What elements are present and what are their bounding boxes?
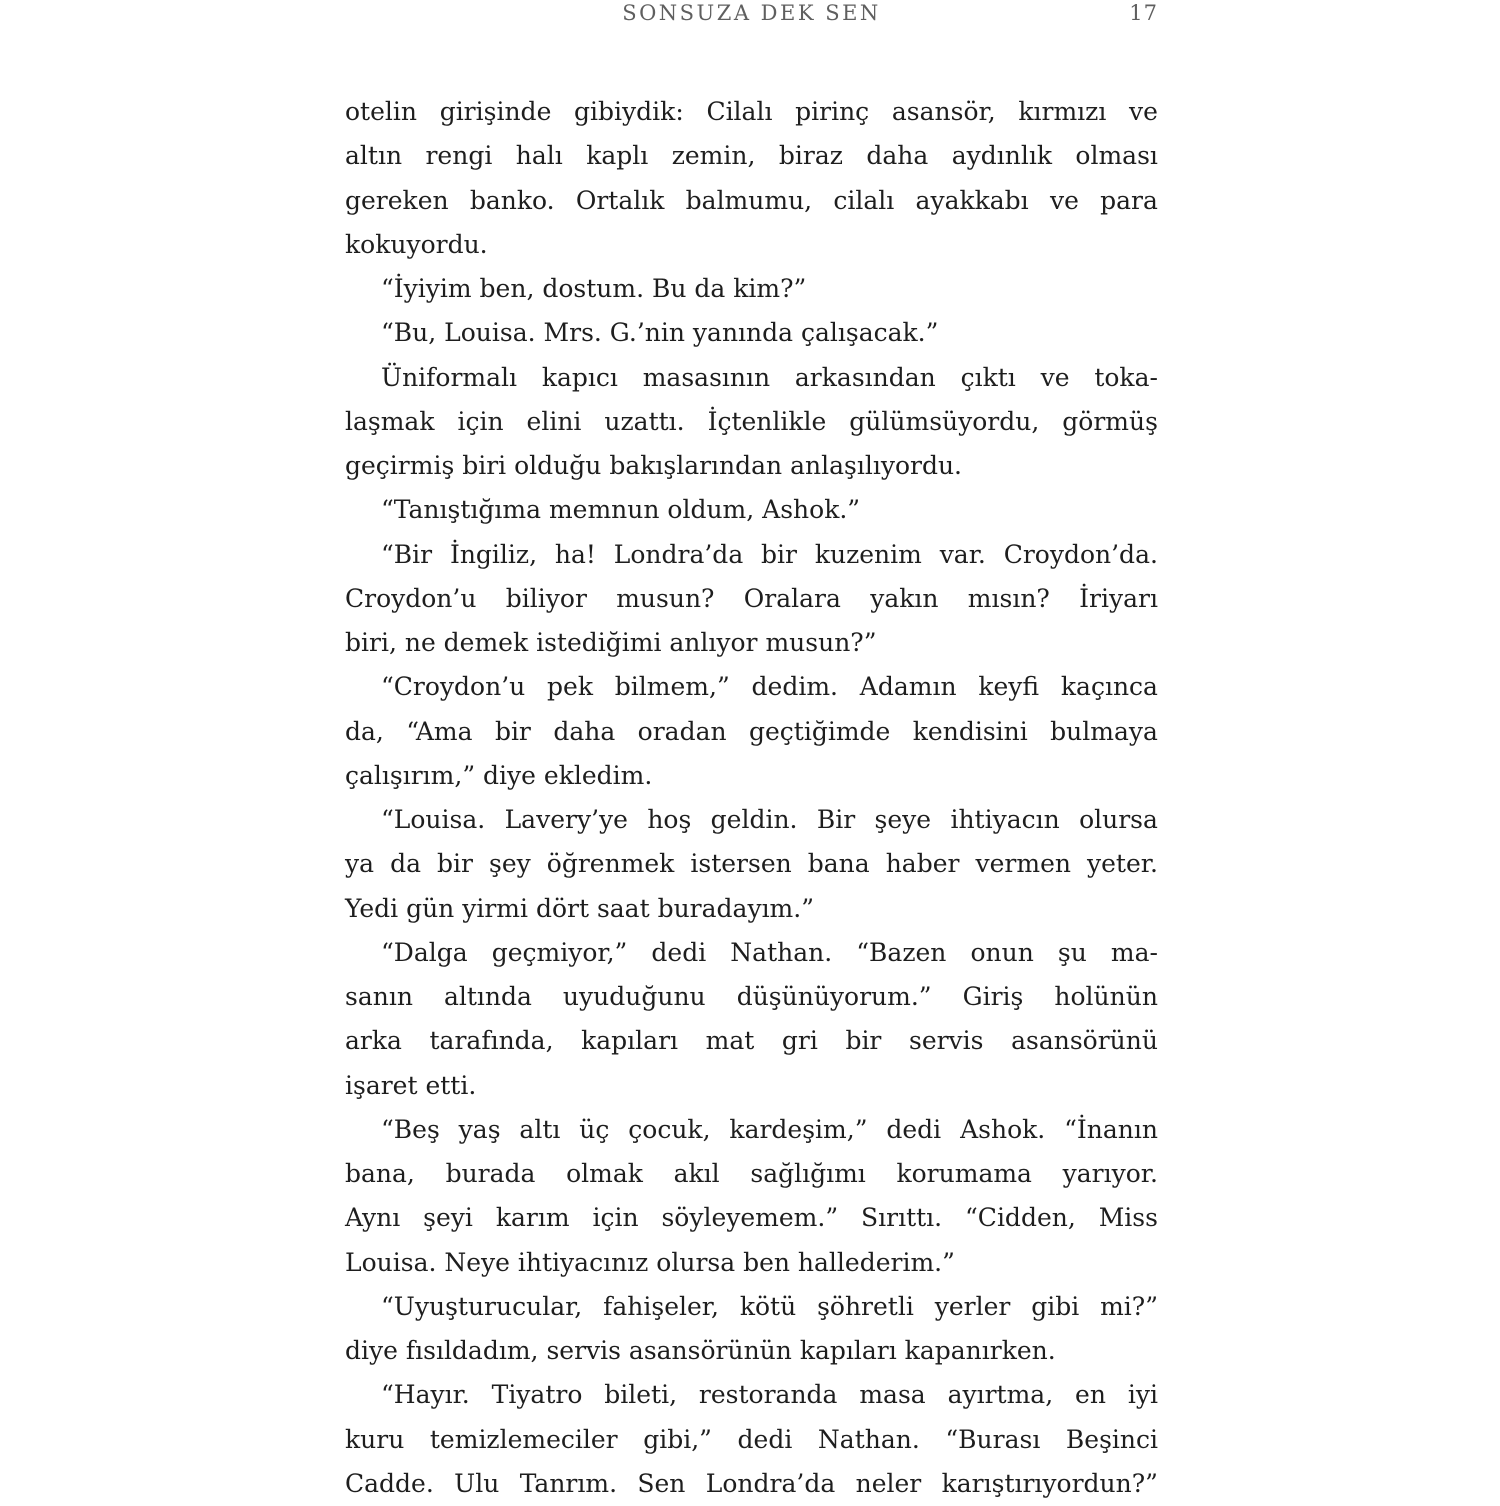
word: Sırıttı.	[861, 1203, 943, 1233]
word: bana,	[345, 1159, 415, 1188]
word: Ashok.	[960, 1114, 1046, 1144]
word: cilalı	[833, 185, 895, 215]
text-line	[345, 179, 1158, 223]
word: yaş	[458, 1114, 501, 1144]
word: Bir	[816, 805, 856, 834]
word: masa	[859, 1380, 926, 1410]
word: kendisini	[912, 716, 1028, 746]
word: pirinç	[795, 97, 870, 126]
word: sanın	[345, 982, 413, 1011]
word: girişinde	[439, 97, 552, 126]
word: ihtiyacın	[950, 805, 1060, 834]
text-line: geçirmiş biri olduğu bakışlarından anlaşılıyordu.	[345, 451, 963, 480]
word: Beşinci	[1065, 1424, 1158, 1454]
word: ha!	[554, 539, 596, 569]
word: yeter.	[1087, 849, 1158, 879]
word: geçmiyor,”	[491, 937, 628, 967]
text-line	[345, 931, 1158, 975]
word: ya	[345, 849, 375, 879]
word: “Ama	[406, 716, 473, 746]
word: Adamın	[859, 672, 957, 702]
word: dedi	[651, 937, 707, 967]
word: halı	[515, 141, 563, 171]
word: öğrenmek	[546, 849, 675, 879]
word: “Dalga	[381, 937, 468, 967]
word: olması	[1075, 141, 1158, 171]
text-line: Yedi gün yirmi dört saat buradayım.”	[345, 893, 814, 923]
word: üç	[579, 1114, 610, 1144]
word: “Uyuşturucular,	[381, 1291, 583, 1321]
text-block	[345, 90, 1158, 1506]
word: kuru	[345, 1424, 405, 1454]
word: “Bazen	[856, 937, 947, 967]
text-line: “Tanıştığıma memnun oldum, Ashok.”	[381, 495, 861, 525]
word: yarıyor.	[1062, 1159, 1158, 1188]
word: kuzenim	[814, 539, 922, 569]
word: uzattı.	[604, 406, 685, 436]
word: mi?”	[1100, 1291, 1158, 1321]
word: yerler	[934, 1291, 1011, 1321]
word: masasının	[642, 362, 771, 392]
word: bir	[437, 849, 473, 879]
text-line	[345, 1108, 1158, 1152]
word: bulmaya	[1050, 716, 1158, 746]
word: temizlemeciler	[429, 1424, 618, 1454]
word: ma-	[1110, 937, 1158, 967]
word: karıştırıyordun?”	[941, 1468, 1158, 1498]
word: Tiyatro	[491, 1380, 583, 1410]
word: Nathan.	[817, 1424, 920, 1454]
word: para	[1100, 185, 1158, 215]
text-line: “İyiyim ben, dostum. Bu da kim?”	[381, 274, 807, 303]
word: daha	[553, 716, 616, 746]
text-line	[345, 90, 1158, 134]
word: istersen	[690, 849, 792, 879]
word: biliyor	[505, 583, 587, 613]
text-line	[345, 134, 1158, 178]
word: ve	[1040, 362, 1070, 392]
word: var.	[939, 539, 986, 569]
running-header	[345, 0, 1158, 30]
text-line	[345, 1019, 1158, 1063]
word: Üniformalı	[381, 362, 518, 392]
word: gereken	[345, 185, 449, 215]
word: dedi	[886, 1114, 942, 1144]
word: Nathan.	[730, 937, 833, 967]
word: rengi	[425, 141, 493, 171]
word: toka-	[1094, 362, 1158, 392]
text-line: çalışırım,” diye ekledim.	[345, 760, 653, 790]
word: bir	[494, 716, 531, 746]
word: Miss	[1098, 1203, 1158, 1233]
word: Londra’da	[613, 539, 744, 569]
word: gri	[781, 1026, 818, 1056]
word: otelin	[345, 97, 417, 126]
word: olmak	[566, 1159, 643, 1188]
word: gülümsüyordu,	[849, 406, 1040, 436]
text-line	[345, 1418, 1158, 1462]
word: servis	[908, 1026, 984, 1056]
word: yakın	[870, 583, 939, 613]
word: geldin.	[710, 805, 798, 834]
text-line: “Bu, Louisa. Mrs. G.’nin yanında çalışacak.”	[381, 318, 939, 348]
text-line	[345, 798, 1158, 842]
word: Sen	[637, 1468, 686, 1498]
word: Croydon’u	[345, 583, 477, 613]
word: ve	[1129, 97, 1158, 126]
word: oradan	[637, 716, 727, 746]
word: “Croydon’u	[381, 672, 526, 702]
word: aydınlık	[951, 141, 1052, 171]
word: keyfi	[978, 672, 1040, 702]
word: bir	[845, 1026, 882, 1056]
text-line	[345, 842, 1158, 886]
word: musun?	[616, 583, 715, 613]
text-line: kokuyordu.	[345, 229, 488, 259]
word: pek	[547, 672, 593, 702]
word: mısın?	[967, 583, 1050, 613]
word: balmumu,	[685, 185, 813, 215]
word: zemin,	[671, 141, 756, 171]
text-line: diye fısıldadım, servis asansörünün kapıları kapanırken.	[345, 1336, 1056, 1365]
word: kardeşim,”	[729, 1114, 868, 1144]
text-line: Louisa. Neye ihtiyacınız olursa ben hallederim.”	[345, 1247, 955, 1277]
word: olursa	[1079, 805, 1158, 834]
word: burada	[445, 1159, 536, 1188]
word: sağlığımı	[750, 1159, 866, 1188]
word: banko.	[469, 185, 555, 215]
word: kapıları	[581, 1026, 679, 1056]
text-line	[345, 710, 1158, 754]
text-line	[345, 1285, 1158, 1329]
text-line	[345, 577, 1158, 621]
word: Aynı	[345, 1203, 401, 1233]
word: Ortalık	[575, 185, 665, 215]
word: “Burası	[945, 1424, 1041, 1454]
page-number: 17	[1129, 1, 1158, 25]
word: dedim.	[751, 672, 838, 702]
word: çocuk,	[628, 1114, 711, 1144]
text-line: işaret etti.	[345, 1070, 477, 1100]
word: karım	[495, 1203, 570, 1233]
word: “Beş	[381, 1114, 440, 1144]
text-line	[345, 975, 1158, 1019]
word: altı	[519, 1114, 561, 1144]
word: arka	[345, 1026, 402, 1056]
word: Cadde.	[345, 1468, 434, 1498]
text-line	[345, 1462, 1158, 1506]
word: biraz	[778, 141, 843, 171]
word: restoranda	[698, 1380, 838, 1410]
word: “Hayır.	[381, 1380, 470, 1410]
word: neler	[855, 1468, 922, 1498]
word: çıktı	[960, 362, 1016, 392]
word: için	[592, 1203, 639, 1233]
word: “Cidden,	[965, 1203, 1076, 1233]
word: İngiliz,	[449, 539, 538, 569]
running-header-title: SONSUZA DEK SEN	[622, 1, 881, 25]
word: Lavery’ye	[504, 805, 628, 834]
word: söyleyemem.”	[661, 1203, 839, 1233]
word: İçtenlikle	[707, 406, 827, 436]
word: şeye	[874, 805, 932, 834]
word: kapıcı	[541, 362, 618, 392]
word: düşünüyorum.”	[736, 982, 932, 1011]
text-line	[345, 665, 1158, 709]
word: “Louisa.	[381, 805, 486, 834]
word: görmüş	[1062, 406, 1158, 436]
word: geçtiğimde	[749, 716, 891, 746]
word: akıl	[673, 1159, 720, 1188]
word: ve	[1049, 185, 1079, 215]
word: “İnanın	[1064, 1114, 1158, 1144]
word: arkasından	[794, 362, 936, 392]
word: bilmem,”	[614, 672, 730, 702]
text-line	[345, 1196, 1158, 1240]
word: ayırtma,	[947, 1380, 1054, 1410]
word: Ulu	[454, 1468, 500, 1498]
text-line	[345, 356, 1158, 400]
word: bir	[761, 539, 797, 569]
word: uyuduğunu	[562, 982, 706, 1011]
word: altın	[345, 141, 403, 171]
word: için	[457, 406, 504, 436]
word: bileti,	[604, 1380, 678, 1410]
word: Tanrım.	[519, 1468, 618, 1498]
text-line	[345, 1373, 1158, 1417]
word: Londra’da	[705, 1468, 836, 1498]
word: holünün	[1054, 982, 1158, 1011]
word: asansörünü	[1011, 1026, 1158, 1056]
word: şeyi	[423, 1203, 473, 1233]
text-line	[345, 533, 1158, 577]
word: en	[1075, 1380, 1106, 1410]
word: kötü	[739, 1291, 797, 1321]
word: da,	[345, 716, 384, 746]
word: altında	[443, 982, 532, 1011]
word: gibi	[1031, 1291, 1080, 1321]
word: şey	[489, 849, 531, 879]
text-line	[345, 1152, 1158, 1196]
word: kırmızı	[1018, 97, 1107, 126]
word: laşmak	[345, 406, 435, 436]
word: korumama	[896, 1159, 1032, 1188]
word: Giriş	[962, 982, 1024, 1011]
word: daha	[866, 141, 929, 171]
text-line	[345, 400, 1158, 444]
word: fahişeler,	[603, 1291, 719, 1321]
word: mat	[705, 1026, 755, 1056]
word: asansör,	[891, 97, 996, 126]
word: Cilalı	[706, 97, 773, 126]
word: gibiydik:	[574, 97, 684, 126]
word: haber	[885, 849, 960, 879]
word: İriyarı	[1079, 583, 1158, 613]
word: Croydon’da.	[1003, 539, 1158, 569]
word: şöhretli	[817, 1291, 914, 1321]
word: da	[390, 849, 421, 879]
word: “Bir	[381, 539, 433, 569]
word: elini	[526, 406, 582, 436]
word: kaplı	[586, 141, 649, 171]
word: bana	[807, 849, 870, 879]
word: Oralara	[743, 583, 841, 613]
word: hoş	[647, 805, 692, 834]
word: tarafında,	[429, 1026, 554, 1056]
word: dedi	[737, 1424, 793, 1454]
word: onun	[970, 937, 1034, 967]
word: iyi	[1127, 1380, 1158, 1410]
word: şu	[1057, 937, 1087, 967]
word: ayakkabı	[915, 185, 1029, 215]
word: gibi,”	[643, 1424, 712, 1454]
text-line: biri, ne demek istediğimi anlıyor musun?”	[345, 628, 877, 657]
word: vermen	[975, 849, 1071, 879]
word: kaçınca	[1060, 672, 1158, 702]
